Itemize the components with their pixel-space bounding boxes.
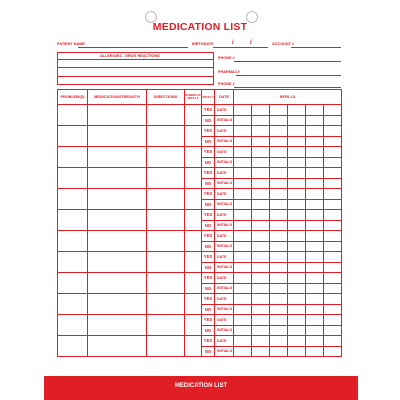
refill-initials-cell[interactable] [252, 262, 270, 273]
date-separator: / [232, 40, 234, 46]
yes-option[interactable]: YES [202, 336, 215, 347]
table-row [58, 315, 342, 326]
initials-label: INITIALS [215, 178, 234, 189]
refill-initials-cell[interactable] [234, 178, 252, 189]
refill-initials-cell[interactable] [288, 241, 306, 252]
refill-date-cell[interactable] [324, 294, 342, 305]
footer-title: MEDICATION LIST [174, 383, 228, 389]
column-header-date: DATE [215, 90, 234, 105]
problem-cell[interactable] [58, 294, 88, 315]
refill-date-cell[interactable] [306, 315, 324, 326]
refill-initials-cell[interactable] [234, 136, 252, 147]
refill-date-cell[interactable] [234, 210, 252, 221]
directions-cell[interactable] [147, 168, 185, 189]
refill-initials-cell[interactable] [252, 283, 270, 294]
yes-option[interactable]: YES [202, 168, 215, 179]
refill-initials-cell[interactable] [252, 346, 270, 357]
yes-option[interactable]: YES [202, 315, 215, 326]
phone-field[interactable] [234, 61, 341, 62]
refill-date-cell[interactable] [288, 126, 306, 137]
refill-date-cell[interactable] [306, 126, 324, 137]
refill-date-cell[interactable] [306, 147, 324, 158]
medication-cell[interactable] [88, 252, 147, 273]
refill-initials-cell[interactable] [324, 199, 342, 210]
initials-label: INITIALS [215, 304, 234, 315]
directions-cell[interactable] [147, 210, 185, 231]
date-label: DATE [215, 126, 234, 137]
refill-date-cell[interactable] [252, 168, 270, 179]
refill-date-cell[interactable] [270, 105, 288, 116]
footer-band [44, 376, 358, 400]
refill-initials-cell[interactable] [306, 325, 324, 336]
refill-initials-cell[interactable] [324, 157, 342, 168]
refill-date-cell[interactable] [252, 294, 270, 305]
table-row [58, 231, 342, 242]
pharmacy-field[interactable] [236, 75, 341, 76]
no-option[interactable]: NO [202, 178, 215, 189]
refill-initials-cell[interactable] [252, 325, 270, 336]
initials-label: INITIALS [215, 262, 234, 273]
no-option[interactable]: NO [202, 325, 215, 336]
allergies-line [57, 67, 214, 68]
refill-date-cell[interactable] [234, 273, 252, 284]
refill-initials-cell[interactable] [270, 115, 288, 126]
refill-date-cell[interactable] [324, 189, 342, 200]
refill-initials-cell[interactable] [324, 304, 342, 315]
refill-date-cell[interactable] [288, 189, 306, 200]
column-header-medication: MEDICATION/STRENGTH [88, 90, 147, 105]
account-field[interactable] [291, 47, 341, 48]
table-row [58, 273, 342, 284]
date-label: DATE [215, 315, 234, 326]
refill-date-cell[interactable] [270, 147, 288, 158]
refill-date-cell[interactable] [234, 126, 252, 137]
refill-date-cell[interactable] [234, 336, 252, 347]
refill-date-cell[interactable] [288, 294, 306, 305]
refill-date-cell[interactable] [324, 231, 342, 242]
refill-date-cell[interactable] [252, 210, 270, 221]
refill-initials-cell[interactable] [234, 325, 252, 336]
directions-cell[interactable] [147, 189, 185, 210]
date-label: DATE [215, 105, 234, 116]
directions-cell[interactable] [147, 336, 185, 357]
initials-label: INITIALS [215, 283, 234, 294]
refill-date-cell[interactable] [270, 336, 288, 347]
initials-label: INITIALS [215, 346, 234, 357]
refill-date-cell[interactable] [288, 210, 306, 221]
no-option[interactable]: NO [202, 241, 215, 252]
medication-cell[interactable] [88, 294, 147, 315]
refill-initials-cell[interactable] [306, 241, 324, 252]
refill-date-cell[interactable] [324, 126, 342, 137]
refill-initials-cell[interactable] [270, 346, 288, 357]
refill-initials-cell[interactable] [306, 157, 324, 168]
refill-initials-cell[interactable] [270, 325, 288, 336]
problem-cell[interactable] [58, 126, 88, 147]
medication-cell[interactable] [88, 315, 147, 336]
refill-initials-cell[interactable] [252, 220, 270, 231]
refill-date-cell[interactable] [234, 189, 252, 200]
refill-date-cell[interactable] [270, 273, 288, 284]
table-row [58, 168, 342, 179]
yes-option[interactable]: YES [202, 273, 215, 284]
date-label: DATE [215, 231, 234, 242]
refill-date-cell[interactable] [324, 105, 342, 116]
refill-date-cell[interactable] [324, 210, 342, 221]
refill-date-cell[interactable] [270, 231, 288, 242]
refill-initials-cell[interactable] [324, 220, 342, 231]
refill-initials-cell[interactable] [306, 220, 324, 231]
medication-cell[interactable] [88, 273, 147, 294]
no-option[interactable]: NO [202, 199, 215, 210]
refill-date-cell[interactable] [306, 168, 324, 179]
refill-date-cell[interactable] [234, 147, 252, 158]
problem-cell[interactable] [58, 147, 88, 168]
refill-initials-cell[interactable] [324, 241, 342, 252]
refill-initials-cell[interactable] [234, 346, 252, 357]
yes-option[interactable]: YES [202, 189, 215, 200]
column-header-number-of-refills: NUMBER OF REFILLS [185, 90, 202, 105]
refill-count-cell[interactable] [185, 336, 202, 357]
column-header-directions: DIRECTIONS [147, 90, 185, 105]
refill-initials-cell[interactable] [306, 178, 324, 189]
directions-cell[interactable] [147, 105, 185, 126]
yes-option[interactable]: YES [202, 252, 215, 263]
initials-label: INITIALS [215, 157, 234, 168]
no-option[interactable]: NO [202, 304, 215, 315]
refill-initials-cell[interactable] [306, 346, 324, 357]
date-label: DATE [215, 189, 234, 200]
refill-date-cell[interactable] [252, 105, 270, 116]
refill-initials-cell[interactable] [270, 283, 288, 294]
directions-cell[interactable] [147, 315, 185, 336]
refill-initials-cell[interactable] [288, 136, 306, 147]
refill-initials-cell[interactable] [288, 304, 306, 315]
refill-initials-cell[interactable] [288, 157, 306, 168]
refill-date-cell[interactable] [234, 168, 252, 179]
no-option[interactable]: NO [202, 346, 215, 357]
table-row [58, 336, 342, 347]
table-row [58, 126, 342, 137]
refill-initials-cell[interactable] [306, 115, 324, 126]
refill-date-cell[interactable] [306, 105, 324, 116]
yes-option[interactable]: YES [202, 147, 215, 158]
refill-date-cell[interactable] [270, 210, 288, 221]
refill-initials-cell[interactable] [270, 178, 288, 189]
directions-cell[interactable] [147, 252, 185, 273]
refill-date-cell[interactable] [288, 315, 306, 326]
refill-date-cell[interactable] [324, 168, 342, 179]
refill-date-cell[interactable] [306, 252, 324, 263]
refill-initials-cell[interactable] [288, 325, 306, 336]
refill-initials-cell[interactable] [324, 346, 342, 357]
directions-cell[interactable] [147, 147, 185, 168]
phone-label: PHONE # [218, 56, 235, 60]
refill-date-cell[interactable] [324, 273, 342, 284]
medication-cell[interactable] [88, 168, 147, 189]
medication-cell[interactable] [88, 147, 147, 168]
refill-date-cell[interactable] [288, 105, 306, 116]
date-label: DATE [215, 168, 234, 179]
refill-date-cell[interactable] [306, 336, 324, 347]
refill-date-cell[interactable] [288, 273, 306, 284]
refill-date-cell[interactable] [306, 294, 324, 305]
refill-date-cell[interactable] [306, 231, 324, 242]
medication-cell[interactable] [88, 336, 147, 357]
date-label: DATE [215, 147, 234, 158]
refill-initials-cell[interactable] [288, 178, 306, 189]
refill-initials-cell[interactable] [324, 178, 342, 189]
column-header-refills: REFILLS [234, 90, 342, 105]
refill-initials-cell[interactable] [234, 220, 252, 231]
refill-initials-cell[interactable] [324, 115, 342, 126]
refill-initials-cell[interactable] [252, 178, 270, 189]
date-label: DATE [215, 294, 234, 305]
refill-initials-cell[interactable] [324, 325, 342, 336]
refill-initials-cell[interactable] [288, 220, 306, 231]
refill-date-cell[interactable] [288, 168, 306, 179]
problem-cell[interactable] [58, 336, 88, 357]
patient-name-field[interactable] [78, 47, 188, 48]
yes-option[interactable]: YES [202, 210, 215, 221]
refill-initials-cell[interactable] [270, 241, 288, 252]
refill-date-cell[interactable] [234, 252, 252, 263]
refill-initials-cell[interactable] [252, 199, 270, 210]
problem-cell[interactable] [58, 168, 88, 189]
refill-initials-cell[interactable] [270, 199, 288, 210]
refill-count-cell[interactable] [185, 315, 202, 336]
refill-initials-cell[interactable] [324, 136, 342, 147]
refill-date-cell[interactable] [252, 231, 270, 242]
yes-option[interactable]: YES [202, 105, 215, 116]
refill-initials-cell[interactable] [234, 115, 252, 126]
medication-cell[interactable] [88, 105, 147, 126]
initials-label: INITIALS [215, 136, 234, 147]
no-option[interactable]: NO [202, 136, 215, 147]
refill-initials-cell[interactable] [270, 262, 288, 273]
date-label: DATE [215, 336, 234, 347]
pharmacy-phone-field[interactable] [234, 87, 341, 88]
refill-count-cell[interactable] [185, 210, 202, 231]
refill-initials-cell[interactable] [288, 262, 306, 273]
initials-label: INITIALS [215, 115, 234, 126]
refill-initials-cell[interactable] [306, 283, 324, 294]
problem-cell[interactable] [58, 189, 88, 210]
table-row [58, 252, 342, 263]
table-row [58, 210, 342, 221]
date-separator: / [250, 40, 252, 46]
initials-label: INITIALS [215, 220, 234, 231]
directions-cell[interactable] [147, 273, 185, 294]
date-label: DATE [215, 273, 234, 284]
allergies-line [57, 76, 214, 77]
refill-initials-cell[interactable] [252, 157, 270, 168]
table-row [58, 189, 342, 200]
refill-initials-cell[interactable] [234, 262, 252, 273]
refill-initials-cell[interactable] [270, 157, 288, 168]
birthdate-label: BIRTHDATE [192, 42, 214, 46]
refill-date-cell[interactable] [252, 252, 270, 263]
refill-initials-cell[interactable] [288, 199, 306, 210]
refill-initials-cell[interactable] [288, 115, 306, 126]
refill-initials-cell[interactable] [288, 283, 306, 294]
refill-date-cell[interactable] [306, 273, 324, 284]
refill-initials-cell[interactable] [252, 241, 270, 252]
refill-date-cell[interactable] [270, 168, 288, 179]
allergies-label: ALLERGIES - DRUG REACTIONS [100, 53, 160, 58]
table-row [58, 147, 342, 158]
medication-cell[interactable] [88, 126, 147, 147]
refill-date-cell[interactable] [288, 252, 306, 263]
refill-initials-cell[interactable] [270, 136, 288, 147]
yes-option[interactable]: YES [202, 294, 215, 305]
initials-label: INITIALS [215, 325, 234, 336]
refill-date-cell[interactable] [324, 252, 342, 263]
page-title: MEDICATION LIST [152, 21, 248, 33]
refill-date-cell[interactable] [252, 126, 270, 137]
column-header-refill: REFILL? [202, 90, 215, 105]
refill-count-cell[interactable] [185, 294, 202, 315]
problem-cell[interactable] [58, 273, 88, 294]
refill-initials-cell[interactable] [234, 241, 252, 252]
refill-initials-cell[interactable] [270, 220, 288, 231]
refill-date-cell[interactable] [252, 147, 270, 158]
refill-date-cell[interactable] [288, 147, 306, 158]
refill-initials-cell[interactable] [234, 304, 252, 315]
refill-count-cell[interactable] [185, 189, 202, 210]
refill-initials-cell[interactable] [306, 199, 324, 210]
table-row [58, 294, 342, 305]
problem-cell[interactable] [58, 210, 88, 231]
refill-initials-cell[interactable] [324, 283, 342, 294]
refill-date-cell[interactable] [270, 315, 288, 326]
refill-count-cell[interactable] [185, 168, 202, 189]
refill-date-cell[interactable] [234, 315, 252, 326]
table-header [58, 90, 342, 105]
problem-cell[interactable] [58, 105, 88, 126]
phone-label: PHONE # [218, 82, 235, 86]
refill-date-cell[interactable] [306, 189, 324, 200]
refill-count-cell[interactable] [185, 231, 202, 252]
initials-label: INITIALS [215, 241, 234, 252]
problem-cell[interactable] [58, 252, 88, 273]
patient-name-label: PATIENT NAME [57, 42, 85, 46]
no-option[interactable]: NO [202, 115, 215, 126]
refill-date-cell[interactable] [270, 252, 288, 263]
refill-initials-cell[interactable] [234, 199, 252, 210]
refill-initials-cell[interactable] [306, 262, 324, 273]
directions-cell[interactable] [147, 126, 185, 147]
refill-date-cell[interactable] [324, 315, 342, 326]
account-label: ACCOUNT # [272, 42, 295, 46]
refill-date-cell[interactable] [234, 231, 252, 242]
table-row [58, 105, 342, 116]
refill-date-cell[interactable] [252, 189, 270, 200]
refill-date-cell[interactable] [324, 147, 342, 158]
refill-initials-cell[interactable] [288, 346, 306, 357]
refill-count-cell[interactable] [185, 252, 202, 273]
no-option[interactable]: NO [202, 157, 215, 168]
refill-date-cell[interactable] [252, 315, 270, 326]
initials-label: INITIALS [215, 199, 234, 210]
refill-initials-cell[interactable] [252, 115, 270, 126]
refill-count-cell[interactable] [185, 273, 202, 294]
refill-initials-cell[interactable] [306, 136, 324, 147]
refill-date-cell[interactable] [270, 126, 288, 137]
no-option[interactable]: NO [202, 220, 215, 231]
birthdate-field[interactable] [213, 47, 268, 48]
no-option[interactable]: NO [202, 283, 215, 294]
problem-cell[interactable] [58, 315, 88, 336]
yes-option[interactable]: YES [202, 126, 215, 137]
date-label: DATE [215, 210, 234, 221]
refill-date-cell[interactable] [270, 189, 288, 200]
directions-cell[interactable] [147, 294, 185, 315]
refill-date-cell[interactable] [252, 336, 270, 347]
refill-date-cell[interactable] [234, 105, 252, 116]
refill-initials-cell[interactable] [270, 304, 288, 315]
refill-initials-cell[interactable] [306, 304, 324, 315]
medication-table [57, 89, 342, 357]
directions-cell[interactable] [147, 231, 185, 252]
refill-initials-cell[interactable] [252, 136, 270, 147]
refill-date-cell[interactable] [288, 336, 306, 347]
refill-count-cell[interactable] [185, 147, 202, 168]
medication-cell[interactable] [88, 210, 147, 231]
column-header-problems: PROBLEM(S) [58, 90, 88, 105]
refill-initials-cell[interactable] [252, 304, 270, 315]
no-option[interactable]: NO [202, 262, 215, 273]
refill-date-cell[interactable] [288, 231, 306, 242]
refill-date-cell[interactable] [252, 273, 270, 284]
medication-cell[interactable] [88, 231, 147, 252]
refill-initials-cell[interactable] [324, 262, 342, 273]
problem-cell[interactable] [58, 231, 88, 252]
medication-cell[interactable] [88, 189, 147, 210]
refill-date-cell[interactable] [324, 336, 342, 347]
refill-count-cell[interactable] [185, 105, 202, 126]
refill-date-cell[interactable] [270, 294, 288, 305]
allergies-divider [57, 59, 214, 60]
refill-initials-cell[interactable] [234, 157, 252, 168]
refill-date-cell[interactable] [306, 210, 324, 221]
pharmacy-label: PHARMACY [218, 70, 240, 74]
refill-count-cell[interactable] [185, 126, 202, 147]
date-label: DATE [215, 252, 234, 263]
refill-date-cell[interactable] [234, 294, 252, 305]
medication-rows [58, 105, 342, 357]
refill-initials-cell[interactable] [234, 283, 252, 294]
yes-option[interactable]: YES [202, 231, 215, 242]
